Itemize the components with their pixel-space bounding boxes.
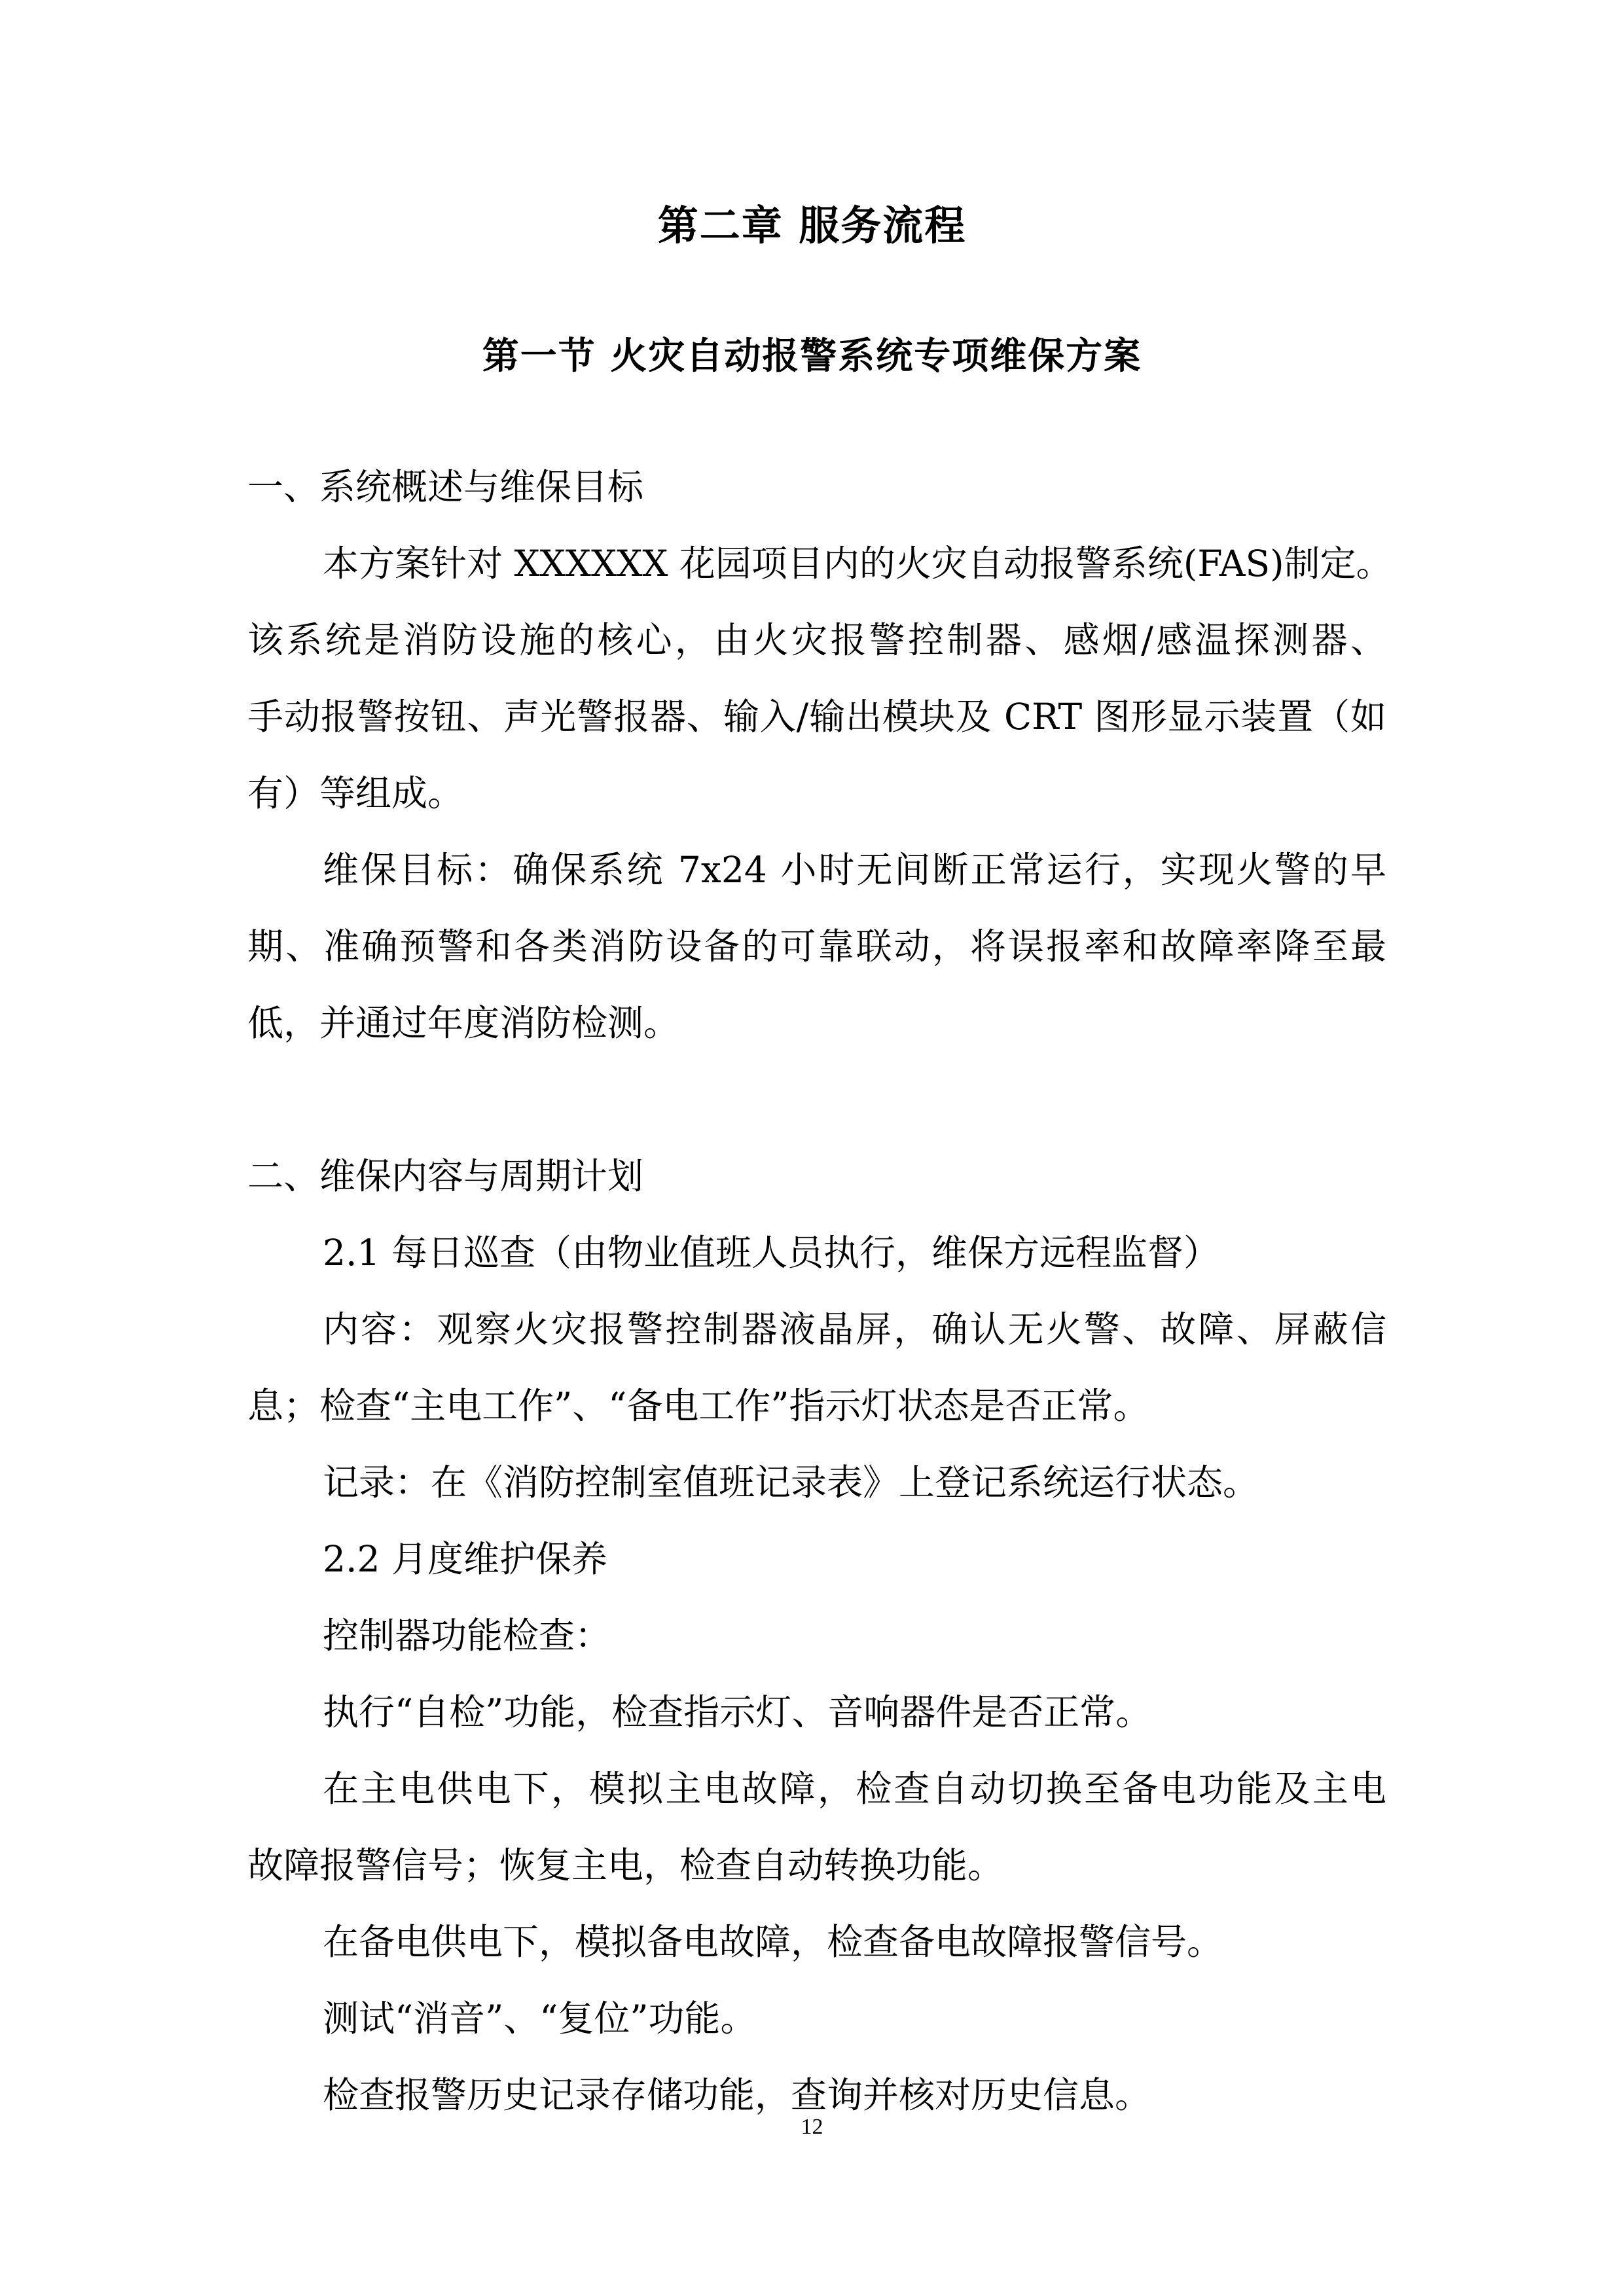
controller-check-title: 控制器功能检查：: [323, 1615, 611, 1657]
daily-record: 记录：在《消防控制室值班记录表》上登记系统运行状态。: [323, 1462, 1259, 1503]
overview-line-1: 本方案针对 XXXXXX 花园项目内的火灾自动报警系统(FAS)制定。: [323, 543, 1392, 584]
heading-overview: 一、系统概述与维保目标: [247, 466, 644, 508]
goal-line-1: 维保目标：确保系统 7x24 小时无间断正常运行，实现火警的早: [323, 849, 1386, 891]
backup-power-item: 在备电供电下，模拟备电故障，检查备电故障报警信号。: [323, 1921, 1223, 1963]
heading-maintenance-plan: 二、维保内容与周期计划: [247, 1155, 644, 1197]
blank-line: [247, 1062, 1386, 1138]
section-title: 第一节 火灾自动报警系统专项维保方案: [482, 335, 1142, 378]
overview-line-4: 有）等组成。: [247, 772, 464, 814]
daily-inspection-title: 2.1 每日巡查（由物业值班人员执行，维保方远程监督）: [323, 1232, 1219, 1274]
main-power-line-1: 在主电供电下，模拟主电故障，检查自动切换至备电功能及主电: [323, 1768, 1386, 1810]
main-power-line-2: 故障报警信号；恢复主电，检查自动转换功能。: [247, 1844, 1004, 1886]
overview-line-2: 该系统是消防设施的核心，由火灾报警控制器、感烟/感温探测器、: [247, 619, 1386, 661]
silence-reset-item: 测试“消音”、“复位”功能。: [323, 1998, 757, 2039]
chapter-title: 第二章 服务流程: [657, 202, 967, 249]
goal-line-2: 期、准确预警和各类消防设备的可靠联动，将误报率和故障率降至最: [247, 925, 1386, 967]
document-body: [247, 449, 1392, 2134]
page-number: 12: [801, 2115, 823, 2139]
overview-line-3: 手动报警按钮、声光警报器、输入/输出模块及 CRT 图形显示装置（如: [247, 696, 1386, 738]
history-record-item: 检查报警历史记录存储功能，查询并核对历史信息。: [323, 2074, 1151, 2116]
daily-content-line-2: 息；检查“主电工作”、“备电工作”指示灯状态是否正常。: [247, 1385, 1149, 1427]
self-test-item: 执行“自检”功能，检查指示灯、音响器件是否正常。: [323, 1691, 1152, 1733]
daily-content-line-1: 内容：观察火灾报警控制器液晶屏，确认无火警、故障、屏蔽信: [323, 1308, 1386, 1350]
monthly-maintenance-title: 2.2 月度维护保养: [323, 1538, 607, 1580]
goal-line-3: 低，并通过年度消防检测。: [247, 1002, 680, 1044]
